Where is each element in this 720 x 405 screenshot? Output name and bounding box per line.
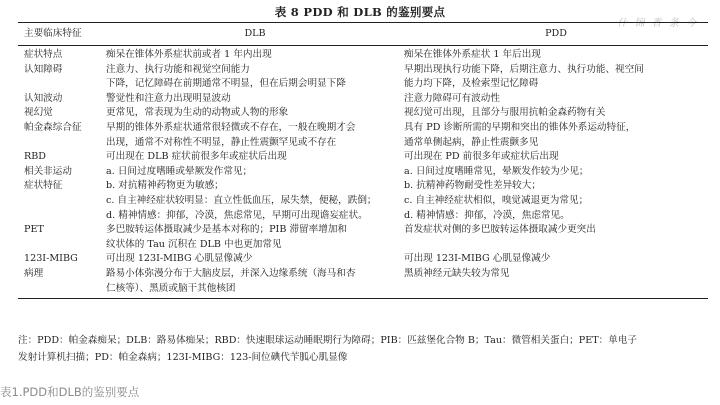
- pdd-cell: c. 自主神经症状相似，嗅觉减退更为常见；: [404, 194, 589, 206]
- dlb-cell: 纹状体的 Tau 沉积在 DLB 中也更加常见: [106, 238, 282, 250]
- feature-cell: [18, 238, 106, 253]
- table-row: [18, 92, 708, 107]
- header-feature: 主要临床特征: [24, 27, 82, 39]
- feature-cell: PET: [24, 224, 44, 236]
- table-row: [18, 136, 708, 151]
- header-pdd: PDD: [545, 27, 567, 39]
- table-row: [18, 194, 708, 209]
- dlb-cell: 痴呆在锥体外系症状前或者 1 年内出现: [106, 49, 272, 60]
- dlb-cell: 出现，通常不对称性不明显，静止性震颤罕见或不存在: [106, 136, 337, 148]
- feature-cell: 相关非运动: [24, 165, 72, 177]
- dlb-cell: 可出现在 DLB 症状前很多年或症状后出现: [106, 151, 287, 163]
- comparison-table: [18, 22, 708, 299]
- dlb-cell: 仁核等）、黑质或脑干其他核团: [106, 282, 236, 294]
- dlb-cell: a. 日间过度嗜睡或晕厥发作常见；: [106, 165, 253, 177]
- note-line: 发射计算机扫描；PD：帕金森病；123I-MIBG：123-间位碘代苄胍心肌显像: [18, 352, 348, 363]
- pdd-cell: 痴呆在锥体外系症状 1 年后出现: [404, 49, 541, 60]
- pdd-cell: 可出现 123I-MIBG 心肌显像减少: [404, 253, 551, 265]
- pdd-cell: [404, 238, 708, 253]
- dlb-cell: c. 自主神经症状较明显：直立性低血压，尿失禁，便秘，跌倒；: [106, 194, 377, 206]
- table-row: [18, 179, 708, 194]
- feature-cell: [18, 209, 106, 224]
- pdd-cell: 首发症状对侧的多巴胺转运体摄取减少更突出: [404, 224, 596, 236]
- pdd-cell: b. 抗精神药物耐受性差异较大；: [404, 180, 541, 192]
- dlb-cell: 下降，记忆障碍在前期通常不明显，但在后期会明显下降: [106, 78, 346, 90]
- dlb-cell: 路易小体弥漫分布于大脑皮层，并深入边缘系统（海马和杏: [106, 267, 356, 279]
- feature-cell: 帕金森综合征: [24, 121, 82, 133]
- table-row: [18, 238, 708, 253]
- dlb-cell: 警觉性和注意力出现明显波动: [106, 92, 231, 104]
- pdd-cell: 具有 PD 诊断所需的早期和突出的锥体外系运动特征，: [404, 121, 636, 133]
- pdd-cell: 注意力障碍可有波动性: [404, 92, 500, 104]
- feature-cell: [18, 282, 106, 297]
- figure-caption: 表1.PDD和DLB的鉴别要点: [0, 385, 140, 399]
- dlb-cell: b. 对抗精神药物更为敏感；: [106, 180, 224, 192]
- table-row: [18, 282, 708, 297]
- feature-cell: 认知障碍: [24, 63, 63, 75]
- pdd-cell: d. 精神情感：抑郁，冷漠，焦虑常见。: [404, 209, 570, 221]
- table-row: [18, 77, 708, 92]
- feature-cell: 123I-MIBG: [24, 253, 78, 265]
- pdd-cell: 通常单侧起病，静止性震颤多见: [404, 136, 539, 148]
- table-row: [18, 106, 708, 121]
- table-header: [18, 23, 708, 46]
- dlb-cell: 注意力、执行功能和视觉空间能力: [106, 63, 250, 75]
- dlb-cell: 早期的锥体外系症状通常很轻微或不存在，一般在晚期才会: [106, 121, 356, 133]
- table-row: [18, 165, 708, 180]
- table-row: [18, 223, 708, 238]
- table-row: [18, 121, 708, 136]
- table-row: [18, 267, 708, 282]
- pdd-cell: 黑质神经元缺失较为常见: [404, 267, 510, 279]
- pdd-cell: a. 日间过度嗜睡常见，晕厥发作较为少见；: [404, 165, 589, 177]
- dlb-cell: 可出现 123I-MIBG 心肌显像减少: [106, 253, 253, 265]
- table-note: [18, 332, 708, 366]
- pdd-cell: 早期出现执行功能下降，后期注意力、执行功能、视空间: [404, 63, 644, 75]
- table-title: 表 8 PDD 和 DLB 的鉴别要点: [274, 5, 446, 19]
- dlb-cell: d. 精神情感：抑郁，冷漠，焦虑常见，早期可出现谵妄症状。: [106, 209, 368, 221]
- header-dlb: DLB: [244, 27, 266, 39]
- dlb-cell: 多巴胺转运体摄取减少是基本对称的；PIB 滞留率增加和: [106, 224, 348, 236]
- table-row: [18, 63, 708, 78]
- feature-cell: 症状特点: [24, 49, 63, 60]
- table-row: [18, 150, 708, 165]
- feature-cell: [18, 136, 106, 151]
- feature-cell: [18, 194, 106, 209]
- table-row: [18, 252, 708, 267]
- dlb-cell: 更常见，常表现为生动的动物或人物的形象: [106, 107, 289, 119]
- feature-cell: 认知波动: [24, 92, 63, 104]
- table-row: [18, 48, 708, 63]
- pdd-cell: 能力均下降，及检索型记忆障碍: [404, 78, 539, 90]
- table-body: [18, 46, 708, 298]
- table-row: [18, 209, 708, 224]
- feature-cell: [18, 77, 106, 92]
- feature-cell: 视幻觉: [24, 107, 53, 119]
- pdd-cell: [404, 282, 708, 297]
- feature-cell: 病理: [24, 267, 44, 279]
- watermark-logo: 什 锦 香 条 今: [617, 18, 698, 29]
- pdd-cell: 可出现在 PD 前很多年或症状后出现: [404, 151, 559, 163]
- feature-cell: 症状特征: [24, 180, 63, 192]
- pdd-cell: 视幻觉可出现，且部分与服用抗帕金森药物有关: [404, 107, 606, 119]
- note-line: 注：PDD：帕金森痴呆；DLB：路易体痴呆；RBD：快速眼球运动睡眠期行为障碍；PIB：匹兹堡化合物 B；Tau：微管相关蛋白；PET：单电子: [18, 335, 638, 346]
- feature-cell: RBD: [24, 151, 46, 163]
